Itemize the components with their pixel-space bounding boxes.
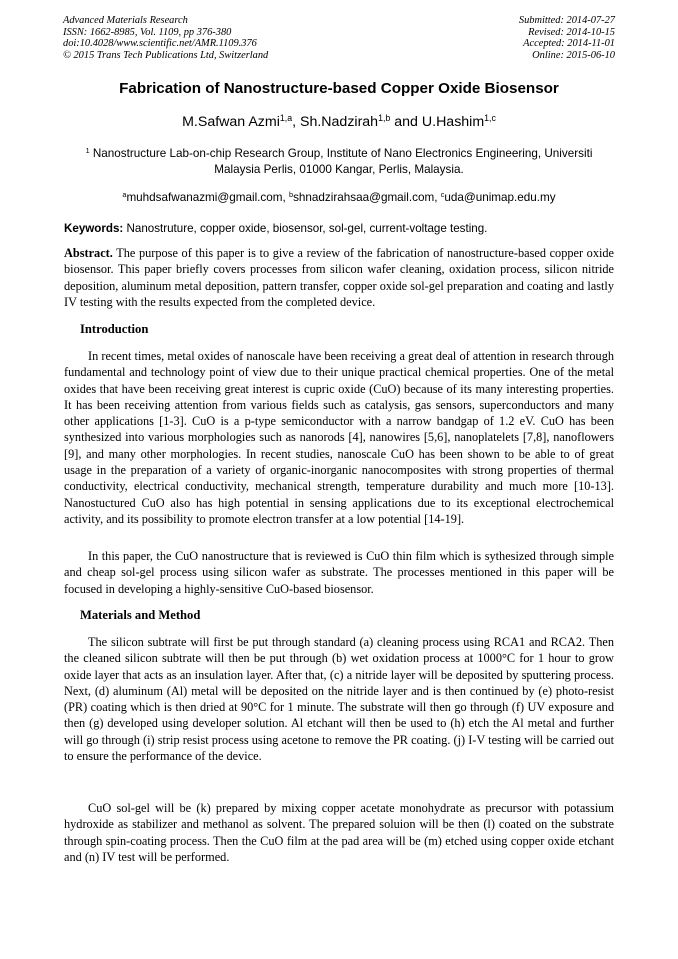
intro-paragraph-1: In recent times, metal oxides of nanoscale have been receiving a great deal of attention in research through fundamental and technology point of view due to their unique practical chemical properties. One of the metal oxides that have been receiving great interest is cupric oxide (CuO) because of its many interesting properties. It has been receiving attention from various fields such as catalysis, gas sensors, superconductors and many other applications [1-3]. CuO is a p-type semiconductor with a narrow bandgap of 1.2 eV. CuO has been synthesized into various morphologies such as nanorods [4], nanowires [5,6], nanoplatelets [7,8], nanoflowers [9], and many other morphologies. In recent studies, nanoscale CuO has been shown to be able to of great usage in the preparation of a variety of organic-inorganic nanocomposites with strong properties of thermal conductivity, electrical conductivity, mechanical strength, temperature durability and much more [10-13]. Nanostuctured CuO also has high potential in sensing applications due to its exceptional electrochemical activity, and its possibility to promote electron transfer at a low potential [14-19]. — [64, 349, 614, 526]
email-list — [0, 191, 678, 204]
publication-dates — [519, 15, 615, 61]
author-affiliation-mark: 1,b — [378, 113, 391, 124]
methods-paragraph-2: CuO sol-gel will be (k) prepared by mixing copper acetate monohydrate as precursor with potassium hydroxide as stabilizer and methanol as solvent. The prepared soluion will be then (l) coated on the substrate through spin-coating process. Then the CuO film at the pad area will be (m) etched using copper oxide etchant and (n) IV test will be performed. — [64, 801, 614, 864]
intro-paragraph-2: In this paper, the CuO nanostructure that is reviewed is CuO thin film which is sythesized through simple and cheap sol-gel process using silicon wafer as substrate. The processes mentioned in this paper will be focused in developing a highly-sensitive CuO-based biosensor. — [64, 549, 614, 596]
email-mark: b — [289, 190, 294, 200]
journal-name: Advanced Materials Research — [63, 15, 188, 26]
email-separator: , — [434, 191, 441, 204]
email-address: muhdsafwanazmi@gmail.com — [126, 191, 283, 204]
author-affiliation-mark: 1,c — [484, 113, 496, 124]
keywords-text: Nanostruture, copper oxide, biosensor, sol-gel, current-voltage testing. — [123, 222, 488, 235]
online-date: Online: 2015-06-10 — [532, 49, 615, 61]
email-mark: c — [440, 190, 445, 200]
author-separator: and — [390, 114, 422, 130]
author-name: M.Safwan Azmi — [182, 114, 280, 130]
email-separator: , — [282, 191, 290, 204]
keywords-label: Keywords: — [64, 222, 124, 235]
paper-title: Fabrication of Nanostructure-based Copper Oxide Biosensor — [119, 80, 559, 97]
submitted-date: Submitted: 2014-07-27 — [518, 15, 615, 26]
revised-date: Revised: 2014-10-15 — [528, 26, 615, 38]
email-address: shnadzirahsaa@gmail.com — [293, 191, 435, 204]
section-heading-introduction: Introduction — [80, 322, 149, 336]
issn-line: ISSN: 1662-8985, Vol. 1109, pp 376-380 — [63, 26, 232, 38]
methods-paragraph-1: The silicon subtrate will first be put through standard (a) cleaning process using RCA1 and RCA2. Then the cleaned silicon subtrate will then be put through (b) wet oxidation process at 1000°C for 1 hour to grow oxide layer that acts as an insulation layer. After that, (c) a nitride layer will be deposited by sputtering process. Next, (d) aluminum (Al) metal will be deposited on the nitride layer and is then continued by (e) photo-resist (PR) coating which is then dried at 90°C for 1 minute. The substrate will then go through (f) UV exposure and then (g) developed using developer solution. Al etchant will then be used to (h) etch the Al metal and further will go through (i) strip resist process using acetone to remove the PR coating. (j) I-V testing will be carried out to ensure the performance of the device. — [64, 635, 614, 764]
keywords — [64, 222, 616, 235]
abstract — [64, 245, 614, 310]
author-list — [0, 114, 678, 130]
affiliation-text: Nanostructure Lab-on-chip Research Group, Institute of Nano Electronics Engineering, Universiti Malaysia Perlis, 01000 Kangar, Perlis, Malaysia. — [89, 147, 593, 177]
section-heading-materials-method: Materials and Method — [80, 608, 201, 622]
email-address: uda@unimap.edu.my — [444, 191, 556, 204]
author-affiliation-mark: 1,a — [279, 113, 293, 124]
affiliation-mark: 1 — [85, 146, 90, 156]
author-name: U.Hashim — [421, 114, 485, 130]
affiliation — [64, 146, 614, 179]
accepted-date: Accepted: 2014-11-01 — [523, 38, 615, 50]
email-mark: a — [122, 190, 127, 200]
doi-line: doi:10.4028/www.scientific.net/AMR.1109.376 — [63, 38, 257, 50]
abstract-label: Abstract. — [64, 246, 113, 260]
copyright-line: © 2015 Trans Tech Publications Ltd, Switzerland — [63, 49, 269, 61]
abstract-text: The purpose of this paper is to give a review of the fabrication of nanostructure-based copper oxide biosensor. This paper briefly covers processes from silicon wafer cleaning, oxidation process, silicon nitride deposition, aluminum metal deposition, pattern transfer, copper oxide sol-gel preparation and coating and lastly IV testing with the results expected from the completed device. — [64, 246, 614, 309]
author-name: Sh.Nadzirah — [300, 114, 379, 130]
author-separator: , — [292, 114, 300, 130]
journal-info — [63, 15, 268, 61]
